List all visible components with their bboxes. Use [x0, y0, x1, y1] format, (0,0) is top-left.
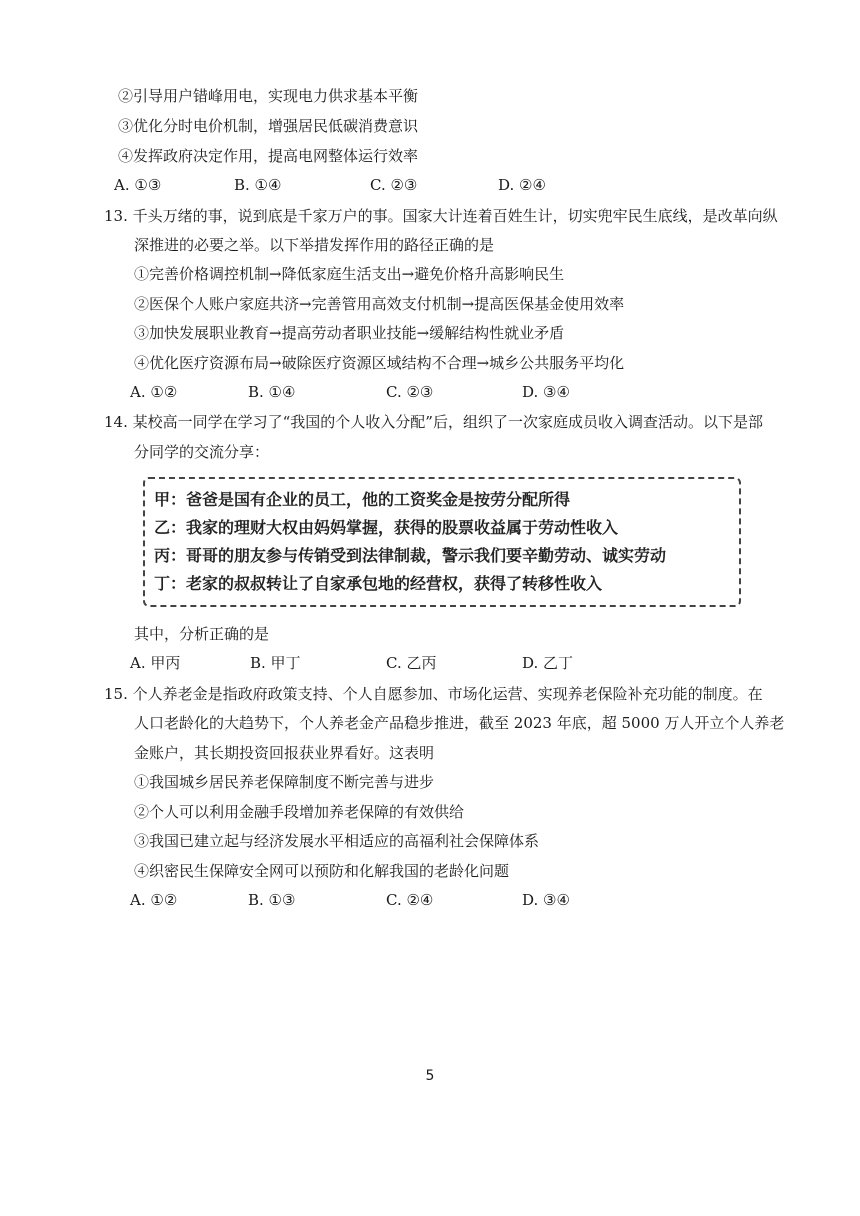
q12-statement-4: ④发挥政府决定作用，提高电网整体运行效率	[118, 147, 419, 165]
q13-option-d: D. ③④	[522, 383, 570, 401]
q15-statement-4: ④织密民生保障安全网可以预防和化解我国的老龄化问题	[134, 862, 510, 880]
q13-statement-1: ①完善价格调控机制→降低家庭生活支出→避免价格升高影响民生	[134, 265, 565, 283]
q15-stem-line-2: 人口老龄化的大趋势下，个人养老金产品稳步推进，截至 2023 年底，超 5000 万人开立个人养老	[134, 714, 785, 732]
q13-options	[0, 382, 860, 402]
q14-stem-line-2: 分同学的交流分享：	[134, 443, 270, 461]
q15-option-c: C. ②④	[386, 891, 434, 909]
q15-statement-2: ②个人可以利用金融手段增加养老保障的有效供给	[134, 803, 465, 821]
q15-stem-line-3: 金账户，其长期投资回报获业界看好。这表明	[134, 744, 435, 762]
box-line-jia: 甲：爸爸是国有企业的员工，他的工资奖金是按劳分配所得	[154, 490, 571, 509]
box-line-yi: 乙：我家的理财大权由妈妈掌握，获得的股票收益属于劳动性收入	[154, 518, 619, 537]
q12-statement-3: ③优化分时电价机制，增强居民低碳消费意识	[118, 117, 419, 135]
q15-stem-line-1: 15. 个人养老金是指政府政策支持、个人自愿参加、市场化运营、实现养老保险补充功能的制度。在	[104, 685, 763, 703]
q15-option-a: A. ①②	[130, 891, 178, 909]
q15-statement-1: ①我国城乡居民养老保障制度不断完善与进步	[134, 773, 435, 791]
q14-option-c: C. 乙丙	[386, 654, 437, 672]
q14-option-a: A. 甲丙	[130, 654, 181, 672]
q12-option-d: D. ②④	[498, 176, 546, 194]
q14-option-d: D. 乙丁	[522, 654, 574, 672]
q12-statement-2: ②引导用户错峰用电，实现电力供求基本平衡	[118, 87, 419, 105]
q12-option-b: B. ①④	[234, 176, 282, 194]
q12-options	[0, 175, 860, 195]
q13-statement-4: ④优化医疗资源布局→破除医疗资源区域结构不合理→城乡公共服务平均化	[134, 354, 625, 372]
q15-statement-3: ③我国已建立起与经济发展水平相适应的高福利社会保障体系	[134, 832, 540, 850]
q13-option-c: C. ②③	[386, 383, 434, 401]
q13-stem-line-1: 13. 千头万绪的事，说到底是千家万户的事。国家大计连着百姓生计，切实兜牢民生底线，是改革向纵	[104, 207, 778, 225]
q14-question: 其中，分析正确的是	[134, 625, 270, 643]
q14-option-b: B. 甲丁	[250, 654, 301, 672]
page-number: 5	[425, 1068, 435, 1084]
q13-stem-line-2: 深推进的必要之举。以下举措发挥作用的路径正确的是	[134, 236, 495, 254]
q12-option-a: A. ①③	[114, 176, 162, 194]
q13-option-b: B. ①④	[248, 383, 296, 401]
q12-option-c: C. ②③	[370, 176, 418, 194]
q15-option-d: D. ③④	[522, 891, 570, 909]
q14-stem-line-1: 14. 某校高一同学在学习了“我国的个人收入分配”后，组织了一次家庭成员收入调查活动。以下是部	[104, 413, 763, 431]
box-line-ding: 丁：老家的叔叔转让了自家承包地的经营权，获得了转移性收入	[154, 574, 603, 593]
q13-statement-3: ③加快发展职业教育→提高劳动者职业技能→缓解结构性就业矛盾	[134, 324, 565, 342]
q13-statement-2: ②医保个人账户家庭共济→完善管用高效支付机制→提高医保基金使用效率	[134, 295, 625, 313]
q15-options	[0, 890, 860, 910]
q15-option-b: B. ①③	[248, 891, 296, 909]
box-line-bing: 丙：哥哥的朋友参与传销受到法律制裁，警示我们要辛勤劳动、诚实劳动	[154, 546, 667, 565]
q14-options	[0, 653, 860, 673]
q13-option-a: A. ①②	[130, 383, 178, 401]
